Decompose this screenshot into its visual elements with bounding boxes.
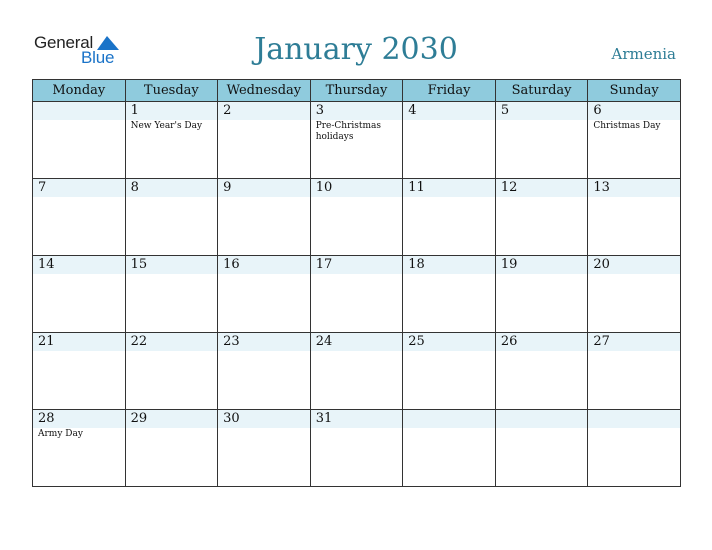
day-cell (403, 410, 496, 487)
holiday-label: Pre-Christmas holidays (315, 121, 382, 142)
day-number: 5 (496, 102, 588, 120)
holiday-label (588, 274, 680, 275)
weekday-header: Wednesday (218, 80, 311, 102)
day-cell (403, 333, 496, 410)
holiday-label (126, 428, 218, 429)
holiday-label (403, 120, 495, 121)
day-number: 16 (218, 256, 310, 274)
day-number: 4 (403, 102, 495, 120)
holiday-label (311, 197, 403, 198)
day-number: 17 (311, 256, 403, 274)
day-cell (310, 333, 403, 410)
day-cell (403, 102, 496, 179)
day-number: 12 (496, 179, 588, 197)
day-number: 18 (403, 256, 495, 274)
holiday-label: Army Day (38, 429, 83, 439)
day-cell (495, 410, 588, 487)
holiday-label: Christmas Day (593, 121, 661, 131)
week-row (33, 179, 681, 256)
holiday-label: New Year's Day (130, 121, 203, 131)
weekday-header: Tuesday (125, 80, 218, 102)
day-cell (310, 179, 403, 256)
holiday-label (588, 428, 680, 429)
day-number: 2 (218, 102, 310, 120)
day-cell (495, 102, 588, 179)
day-cell (588, 256, 681, 333)
day-number: 20 (588, 256, 680, 274)
holiday-label (496, 351, 588, 352)
day-number: 23 (218, 333, 310, 351)
holiday-label (403, 428, 495, 429)
week-row (33, 256, 681, 333)
logo-text-blue: Blue (81, 48, 115, 67)
holiday-label (33, 197, 125, 198)
day-cell (588, 179, 681, 256)
day-cell (125, 179, 218, 256)
day-cell (218, 179, 311, 256)
holiday-label (33, 351, 125, 352)
day-number: 29 (126, 410, 218, 428)
day-number: 21 (33, 333, 125, 351)
holiday-label (218, 197, 310, 198)
holiday-label (311, 351, 403, 352)
day-number: 11 (403, 179, 495, 197)
holiday-label (403, 274, 495, 275)
holiday-label (218, 120, 310, 121)
day-cell (495, 333, 588, 410)
weekday-header: Sunday (588, 80, 681, 102)
day-cell (33, 179, 126, 256)
holiday-label (588, 197, 680, 198)
week-row (33, 410, 681, 487)
day-number (588, 410, 680, 428)
holiday-label (403, 197, 495, 198)
day-cell (495, 179, 588, 256)
day-cell (33, 102, 126, 179)
day-cell (125, 256, 218, 333)
day-number: 28 (33, 410, 125, 428)
day-number: 3 (311, 102, 403, 120)
month-calendar-grid (32, 79, 681, 487)
weekday-header: Friday (403, 80, 496, 102)
holiday-label (218, 274, 310, 275)
holiday-label (588, 351, 680, 352)
week-row (33, 102, 681, 179)
day-cell (125, 102, 218, 179)
weekday-header: Saturday (495, 80, 588, 102)
holiday-label (496, 120, 588, 121)
day-number: 25 (403, 333, 495, 351)
day-cell (125, 410, 218, 487)
day-number (496, 410, 588, 428)
day-number: 24 (311, 333, 403, 351)
day-number: 22 (126, 333, 218, 351)
day-number: 26 (496, 333, 588, 351)
weekday-header: Monday (33, 80, 126, 102)
day-cell (310, 102, 403, 179)
day-cell (218, 333, 311, 410)
holiday-label (33, 274, 125, 275)
calendar-title: January 2030 (254, 32, 458, 67)
weekday-header-row (33, 80, 681, 102)
day-number: 31 (311, 410, 403, 428)
day-number: 9 (218, 179, 310, 197)
day-cell (218, 410, 311, 487)
day-cell (125, 333, 218, 410)
holiday-label (33, 120, 125, 121)
day-number: 6 (588, 102, 680, 120)
country-label: Armenia (611, 45, 676, 63)
day-cell (310, 410, 403, 487)
day-number: 1 (126, 102, 218, 120)
week-row (33, 333, 681, 410)
day-cell (218, 256, 311, 333)
day-number: 7 (33, 179, 125, 197)
day-cell (33, 333, 126, 410)
holiday-label (496, 274, 588, 275)
day-cell (403, 179, 496, 256)
day-cell (403, 256, 496, 333)
logo-text-general: General (34, 33, 94, 52)
day-cell (588, 410, 681, 487)
holiday-label (126, 351, 218, 352)
holiday-label (218, 351, 310, 352)
day-cell (588, 333, 681, 410)
holiday-label (496, 428, 588, 429)
day-cell (218, 102, 311, 179)
day-cell (588, 102, 681, 179)
day-number: 14 (33, 256, 125, 274)
holiday-label (126, 274, 218, 275)
day-cell (310, 256, 403, 333)
holiday-label (311, 428, 403, 429)
holiday-label (218, 428, 310, 429)
holiday-label (311, 274, 403, 275)
day-number: 15 (126, 256, 218, 274)
day-number: 30 (218, 410, 310, 428)
day-number: 8 (126, 179, 218, 197)
holiday-label (496, 197, 588, 198)
day-number (33, 102, 125, 120)
day-number: 27 (588, 333, 680, 351)
day-cell (33, 256, 126, 333)
day-cell (495, 256, 588, 333)
holiday-label (403, 351, 495, 352)
day-number: 19 (496, 256, 588, 274)
holiday-label (126, 197, 218, 198)
weekday-header: Thursday (310, 80, 403, 102)
day-cell (33, 410, 126, 487)
day-number: 13 (588, 179, 680, 197)
day-number: 10 (311, 179, 403, 197)
day-number (403, 410, 495, 428)
